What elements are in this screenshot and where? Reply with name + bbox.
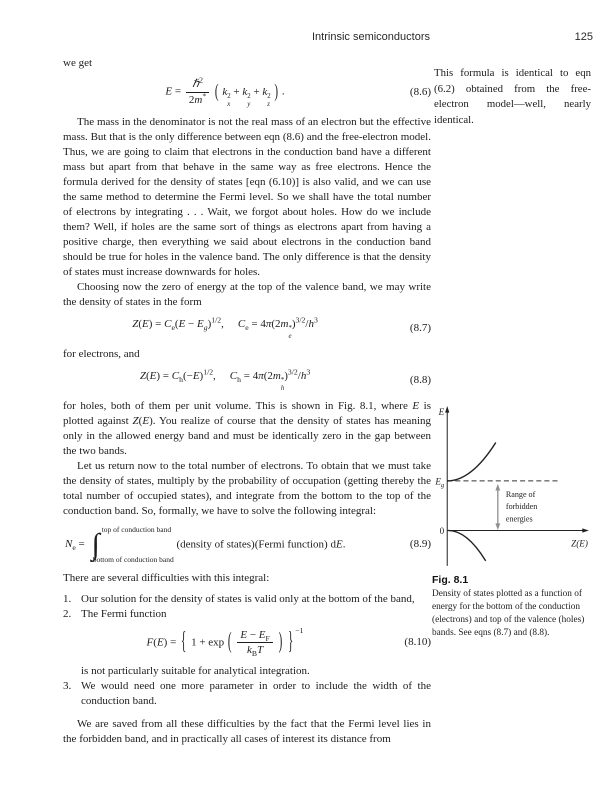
fraction [237, 629, 272, 657]
close-brace: } [287, 627, 294, 656]
equation-number: (8.9) [409, 538, 431, 551]
page-number: 125 [574, 31, 593, 43]
y-axis-label: E [438, 407, 445, 418]
equation-8-9 [63, 526, 431, 564]
open-brace: { [181, 627, 187, 656]
conduction-band-curve [447, 442, 496, 480]
paragraph-effective-mass: The mass in the denominator is not the real mass of an electron but the effective mass. But that is the only difference between eqn (8.6) and the free-electron model. Thus, we are going to claim that electrons in the conduction band have a different mass but apart from that behave in the same way as free electrons. Hence the formula derived for the density of states [eqn (6.10)] is also valid, and we can use the same method to determine the Fermi level. So we shall have the total number of electrons by integrating . . . Wait, we forgot about holes. How do we include them? Well, if holes are the same sort of things as electrons apart from having a positive charge, then everything we said about electrons in the conduction band should be true for holes in the valence band. The only difference is that the density of states must increase downwards for holes. [63, 115, 431, 278]
bandgap-label [434, 476, 445, 489]
eq86-tail: . [281, 85, 285, 98]
intro-line: we get [63, 57, 93, 69]
eq89-integrand: (density of states)(Fermi function) dE. [176, 538, 346, 551]
valence-band-curve [448, 530, 485, 560]
eq810-exponent: −1 [295, 626, 304, 636]
equation-number: (8.10) [404, 636, 431, 649]
fraction-denominator: $k_BT$ [247, 644, 264, 659]
integral-lower-limit: bottom of conduction band [92, 555, 174, 565]
list-item-3 [63, 679, 431, 709]
bandgap-label-subscript: g [440, 481, 445, 489]
equation-8-10 [63, 626, 431, 659]
eq86-inner: k 2 x + k 2 y + k 2 z [222, 85, 271, 108]
equation-number: (8.6) [409, 86, 431, 99]
equation-number: (8.8) [409, 373, 431, 386]
equation-body: $Z(E) = C_h(-E)^{1/2}$, $C_h = 4\pi(2m$ * h )$^{3/2}/h^3$ [139, 367, 311, 392]
list-item-number: 3. [63, 680, 72, 693]
list-item-2 [63, 607, 431, 679]
paragraph-total-electrons: Let us return now to the total number of electrons. To obtain that we must take the density of states, multiply by the probability of occupation (getting thereby the total number of occupied states), and integrate from the bottom to the top of the conduction band. So, formally, we have to solve the following integral: [63, 459, 431, 517]
fermi-function-tail: is not particularly suitable for analytical integration. [81, 665, 310, 678]
eq86-lhs: E = [165, 85, 184, 98]
list-item-text: Our solution for the density of states is valid only at the bottom of the band, [81, 592, 415, 605]
fraction [186, 75, 209, 106]
annotation-line-3: energies [505, 514, 533, 524]
y-axis-arrowhead [445, 406, 449, 413]
list-item-number: 1. [63, 592, 72, 605]
integral-limits [92, 524, 174, 565]
eq810-lhs: F(E) = [146, 636, 180, 649]
difficulties-list [63, 592, 431, 709]
equation-body [63, 75, 387, 108]
bandgap-label-base: E [435, 476, 441, 487]
open-paren: ( [214, 81, 219, 102]
integral-upper-limit: top of conduction band [101, 524, 172, 534]
x-axis-arrowhead [582, 528, 589, 532]
eq810-pre: 1 + exp [191, 636, 225, 649]
origin-label: 0 [439, 526, 445, 537]
paragraph-choosing-zero: Choosing now the zero of energy at the top of the valence band, we may write the density of states in the form [63, 280, 431, 308]
eq89-lhs: $N_e$ = [65, 538, 88, 553]
x-axis-label: Z(E) [571, 538, 588, 549]
close-paren: ) [274, 81, 279, 102]
equation-8-8 [63, 369, 431, 392]
paragraph-difficulties: There are several difficulties with this integral: [63, 571, 270, 584]
integral-sign: ∫ [91, 527, 100, 561]
fraction-numerator: ℏ$^2$ [186, 78, 209, 93]
open-paren: ( [227, 629, 232, 655]
main-text-column [63, 56, 431, 747]
figure-caption [432, 574, 594, 640]
annotation-line-2: forbidden [505, 502, 538, 512]
equation-number: (8.7) [409, 321, 431, 334]
list-item-text [81, 607, 431, 679]
equation-8-7 [63, 317, 431, 340]
figure-caption-text: Density of states plotted as a function of energy for the bottom of the conduction (electrons) and top of the valence (holes) bands. See eqns (8.7) and (8.8). [432, 589, 585, 638]
line-for-electrons: for electrons, and [63, 347, 140, 360]
list-item-number: 2. [63, 607, 72, 620]
running-head: Intrinsic semiconductors [312, 31, 430, 43]
annotation-line-1: Range of [505, 490, 536, 500]
equation-body [63, 526, 387, 564]
fermi-function-lead: The Fermi function [81, 607, 167, 620]
arrowhead-down [495, 523, 500, 530]
arrowhead-up [495, 484, 500, 491]
list-item-text: We would need one more parameter in order to include the width of the conduction band. [81, 680, 431, 708]
equation-body: $Z(E) = C_e(E - E_g)^{1/2}$, $C_e = 4\pi(2m$ * e )$^{3/2}/h^3$ [132, 315, 318, 340]
margin-note: This formula is identical to eqn (6.2) obtained from the free-electron model—well, nearly identical. [434, 67, 591, 126]
list-item-1 [63, 592, 431, 607]
paragraph-for-holes: for holes, both of them per unit volume. This is shown in Fig. 8.1, where E is plotted against Z(E). You realize of course that the density of states has meaning only in the allowed energy band and must be identically zero in the gap between the two bands. [63, 399, 432, 457]
equation-body [63, 626, 387, 659]
equation-8-6 [63, 75, 431, 108]
fig-8-1-plot [428, 404, 600, 576]
fraction-denominator: 2m* [188, 90, 207, 106]
fraction-numerator: $E - E_F$ [237, 629, 272, 644]
paragraph-saved: We are saved from all these difficulties by the fact that the Fermi level lies in the forbidden band, and in practically all cases of interest its distance from [63, 718, 431, 746]
close-paren: ) [278, 629, 283, 655]
figure-caption-label: Fig. 8.1 [432, 574, 469, 586]
